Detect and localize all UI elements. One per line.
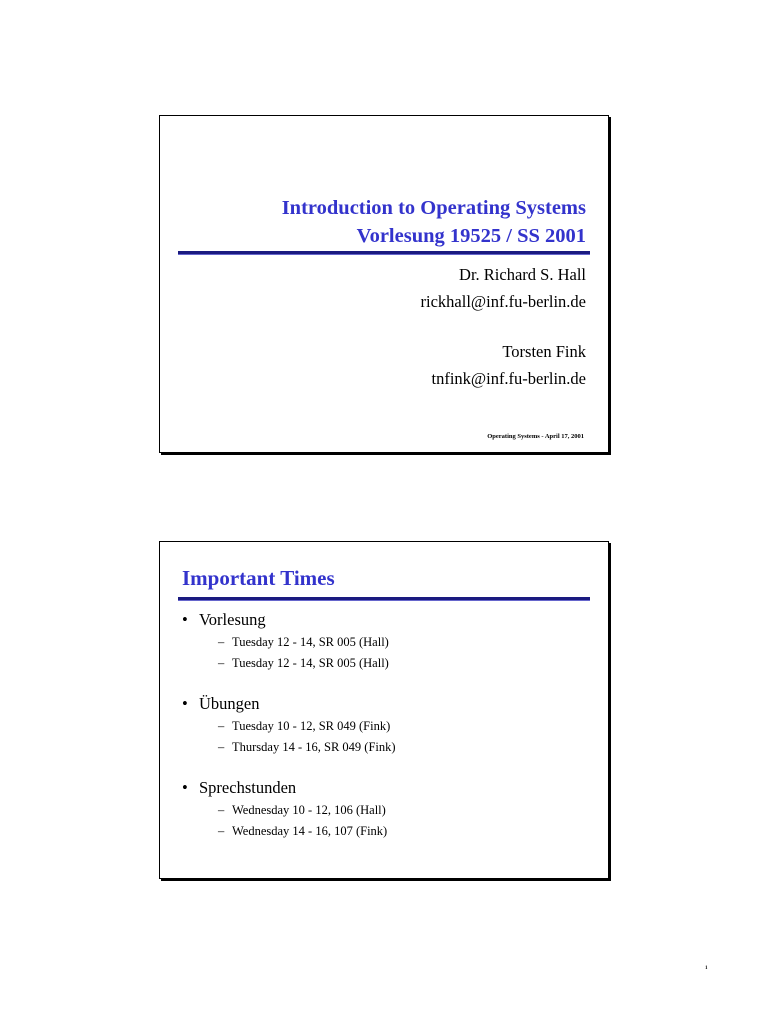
slide-important-times bbox=[159, 541, 609, 879]
author-email: rickhall@inf.fu-berlin.de bbox=[420, 292, 586, 311]
author-name: Dr. Richard S. Hall bbox=[459, 265, 586, 284]
dash-icon: – bbox=[218, 656, 225, 670]
sub-item: Thursday 14 - 16, SR 049 (Fink) bbox=[232, 740, 396, 754]
sub-item: Wednesday 14 - 16, 107 (Fink) bbox=[232, 824, 388, 838]
slide-title bbox=[282, 194, 586, 250]
slide-title: Important Times bbox=[182, 566, 335, 590]
bullet-list bbox=[182, 608, 598, 860]
dash-icon: – bbox=[218, 824, 225, 838]
page-number: 1 bbox=[705, 966, 708, 971]
title-divider bbox=[178, 597, 590, 601]
bullet-icon: • bbox=[182, 778, 188, 797]
dash-icon: – bbox=[218, 803, 225, 817]
dash-icon: – bbox=[218, 635, 225, 649]
author-email: tnfink@inf.fu-berlin.de bbox=[431, 369, 586, 388]
bullet-icon: • bbox=[182, 610, 188, 629]
list-item bbox=[182, 776, 598, 842]
slide-title-line-1: Introduction to Operating Systems bbox=[281, 197, 586, 219]
list-item bbox=[182, 608, 598, 674]
sub-item: Tuesday 10 - 12, SR 049 (Fink) bbox=[232, 719, 391, 733]
author-block bbox=[421, 261, 586, 392]
slide-title-line-2: Vorlesung 19525 / SS 2001 bbox=[356, 225, 586, 247]
author-name: Torsten Fink bbox=[502, 342, 586, 361]
dash-icon: – bbox=[218, 740, 225, 754]
list-item bbox=[182, 692, 598, 758]
sub-item: Wednesday 10 - 12, 106 (Hall) bbox=[232, 803, 386, 817]
sub-item: Tuesday 12 - 14, SR 005 (Hall) bbox=[232, 656, 389, 670]
title-divider bbox=[178, 251, 590, 255]
bullet-label: Vorlesung bbox=[199, 610, 266, 629]
bullet-label: Übungen bbox=[199, 694, 260, 713]
bullet-icon: • bbox=[182, 694, 188, 713]
slide-title-page bbox=[159, 115, 609, 453]
sub-item: Tuesday 12 - 14, SR 005 (Hall) bbox=[232, 635, 389, 649]
dash-icon: – bbox=[218, 719, 225, 733]
bullet-label: Sprechstunden bbox=[199, 778, 297, 797]
slide-footer: Operating Systems - April 17, 2001 bbox=[487, 433, 584, 440]
